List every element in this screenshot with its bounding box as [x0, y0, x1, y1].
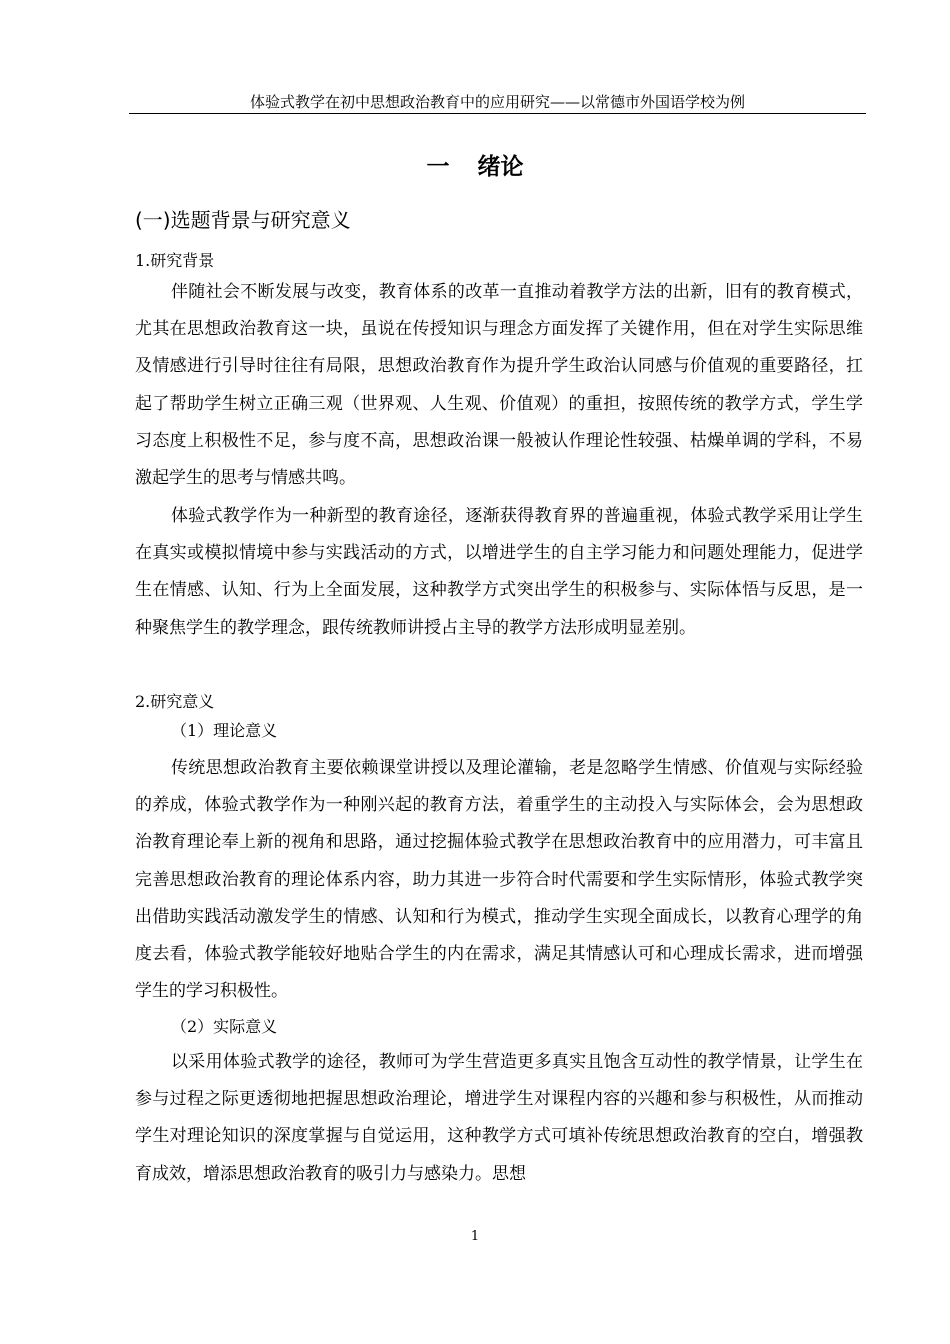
body-paragraph: 以采用体验式教学的途径，教师可为学生营造更多真实且饱含互动性的教学情景，让学生在参与过程之际更透彻地把握思想政治理论，增进学生对课程内容的兴趣和参与积极性，从而推动学生对理论知识的深度掌握与自觉运用，这种教学方式可填补传统思想政治教育的空白，增强教育成效，增添思想政治教育的吸引力与感染力。思想 — [135, 1052, 863, 1184]
page-number: 1 — [470, 1229, 480, 1244]
subsection-heading-background: 1.研究背景 — [135, 251, 215, 270]
section-heading: (一)选题背景与研究意义 — [135, 208, 351, 232]
chapter-number: 一 — [426, 154, 450, 180]
subsection-heading-significance: 2.研究意义 — [135, 692, 215, 711]
chapter-heading — [0, 150, 950, 184]
body-paragraph: 体验式教学作为一种新型的教育途径，逐渐获得教育界的普遍重视，体验式教学采用让学生在真实或模拟情境中参与实践活动的方式，以增进学生的自主学习能力和问题处理能力，促进学生在情感、认知、行为上全面发展，这种教学方式突出学生的积极参与、实际体悟与反思，是一种聚焦学生的教学理念，跟传统教师讲授占主导的教学方法形成明显差别。 — [135, 506, 863, 638]
item-heading-practical: （2）实际意义 — [171, 1017, 278, 1036]
body-paragraph: 传统思想政治教育主要依赖课堂讲授以及理论灌输，老是忽略学生情感、价值观与实际经验的养成，体验式教学作为一种刚兴起的教育方法，着重学生的主动投入与实际体会，会为思想政治教育理论奉上新的视角和思路，通过挖掘体验式教学在思想政治教育中的应用潜力，可丰富且完善思想政治教育的理论体系内容，助力其进一步符合时代需要和学生实际情形，体验式教学突出借助实践活动激发学生的情感、认知和行为模式，推动学生实现全面成长，以教育心理学的角度去看，体验式教学能较好地贴合学生的内在需求，满足其情感认可和心理成长需求，进而增强学生的学习积极性。 — [135, 758, 863, 1002]
item-heading-theoretical: （1）理论意义 — [171, 721, 278, 740]
running-header: 体验式教学在初中思想政治教育中的应用研究——以常德市外国语学校为例 — [129, 92, 866, 114]
body-paragraph: 伴随社会不断发展与改变，教育体系的改革一直推动着教学方法的出新，旧有的教育模式，尤其在思想政治教育这一块，虽说在传授知识与理念方面发挥了关键作用，但在对学生实际思维及情感进行引导时往往有局限，思想政治教育作为提升学生政治认同感与价值观的重要路径，扛起了帮助学生树立正确三观（世界观、人生观、价值观）的重担，按照传统的教学方式，学生学习态度上积极性不足，参与度不高，思想政治课一般被认作理论性较强、枯燥单调的学科，不易激起学生的思考与情感共鸣。 — [135, 282, 863, 489]
chapter-title: 绪论 — [477, 154, 524, 180]
